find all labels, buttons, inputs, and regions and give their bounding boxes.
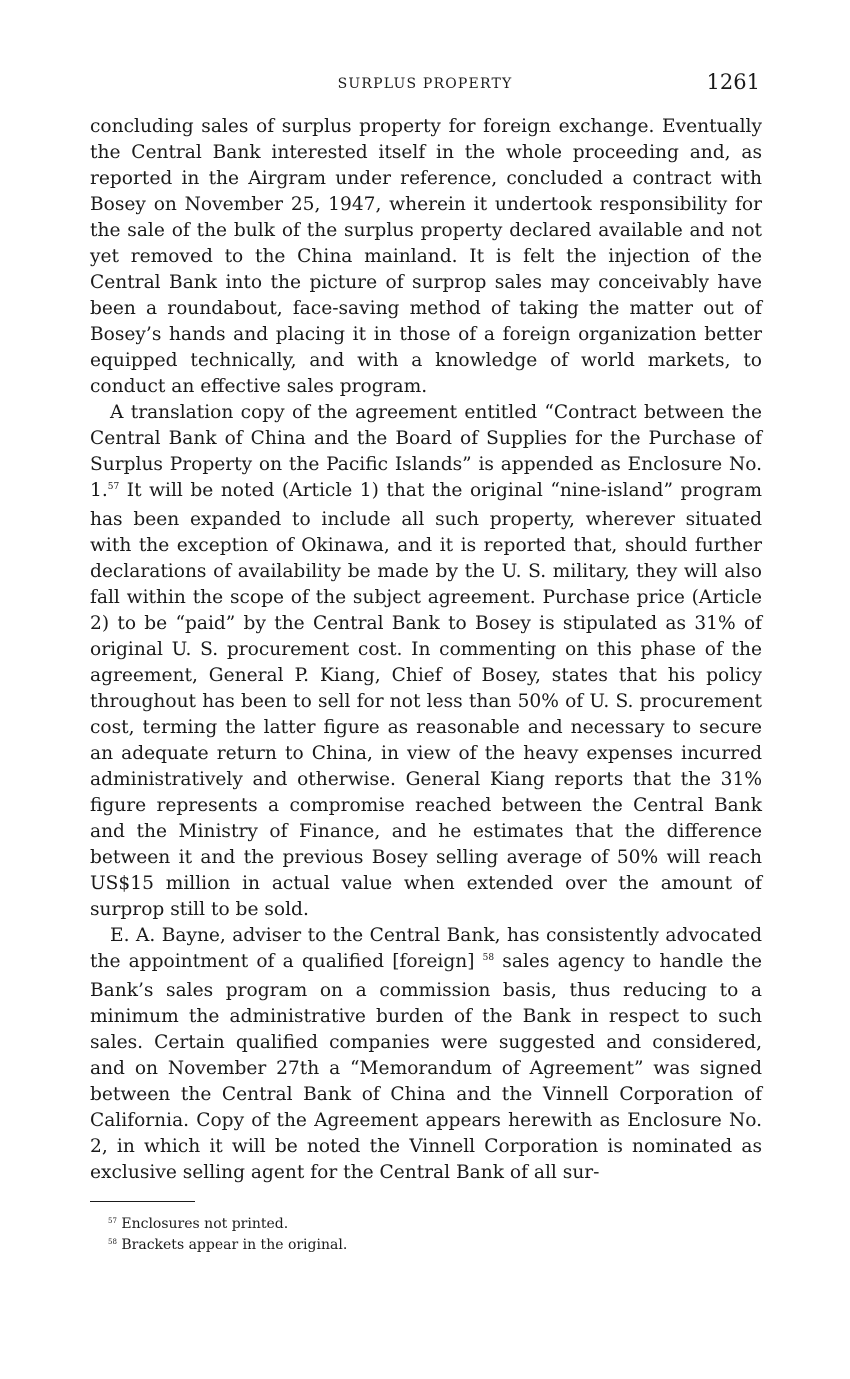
footnote-text: Brackets appear in the original. [121, 1237, 348, 1253]
footnote-marker: 58 [108, 1238, 117, 1246]
footnote-text: Enclosures not printed. [121, 1216, 289, 1232]
page-number: 1261 [706, 70, 760, 94]
paragraph-3 [90, 923, 762, 1186]
paragraph-3-text-b: sales agency to handle the Bank’s sales program on a commission basis, thus reducing to a minimum the administrative burden of the Bank in respect to such sales. Certain qualified companies were suggested and considered, and on November 27th a “Memorandum of Agreement” was signed between the Central Bank of China and the Vinnell Corporation of California. Copy of the Agreement appears herewith as Enclosure No. 2, in which it will be noted the Vinnell Corporation is nominated as exclusive selling agent for the Central Bank of all sur- [90, 951, 762, 1183]
paragraph-1: concluding sales of surplus property for foreign exchange. Eventually the Central Bank interested itself in the whole proceeding and, as reported in the Airgram under reference, concluded a contract with Bosey on November 25, 1947, wherein it undertook responsibility for the sale of the bulk of the surplus property declared available and not yet removed to the China mainland. It is felt the injection of the Central Bank into the picture of surprop sales may conceivably have been a roundabout, face-saving method of taking the matter out of Bosey’s hands and placing it in those of a foreign organization better equipped technically, and with a knowledge of world markets, to conduct an effective sales program. [90, 116, 762, 397]
footnote-ref-57: 57 [107, 482, 120, 492]
running-title: SURPLUS PROPERTY [337, 76, 513, 92]
paragraph-3-text-a: E. A. Bayne, adviser to the Central Bank, has consistently advocated the appointment of a qualified [foreign] [90, 925, 762, 972]
paragraph-2-text-b: It will be noted (Article 1) that the original “nine-island” program has been expanded to include all such property, wherever situated with the exception of Okinawa, and it is reported that, should further declarations of availability be made by the U. S. military, they will also fall within the scope of the subject agreement. Purchase price (Article 2) to be “paid” by the Central Bank to Bosey is stipulated as 31% of original U. S. procurement cost. In commenting on this phase of the agreement, General P. Kiang, Chief of Bosey, states that his policy throughout has been to sell for not less than 50% of U. S. procurement cost, terming the latter figure as reasonable and necessary to secure an adequate return to China, in view of the heavy expenses incurred administratively and otherwise. General Kiang reports that the 31% figure represents a compromise reached between the Central Bank and the Ministry of Finance, and he estimates that the difference between it and the previous Bosey selling average of 50% will reach US$15 million in actual value when extended over the amount of surprop still to be sold. [90, 480, 762, 920]
body-text [90, 114, 762, 1186]
footnote-ref-58: 58 [482, 953, 495, 963]
footnote-57 [108, 1215, 347, 1236]
footnote-divider [90, 1201, 195, 1202]
footnote-58 [108, 1236, 347, 1257]
paragraph-2-text-a: A translation copy of the agreement entitled “Contract between the Central Bank of China and the Board of Supplies for the Purchase of Surplus Property on the Pacific Islands” is appended as Enclosure No. 1. [90, 402, 762, 501]
page-header [90, 70, 760, 100]
footnotes [108, 1215, 347, 1257]
paragraph-2 [90, 400, 762, 923]
footnote-marker: 57 [108, 1217, 117, 1225]
